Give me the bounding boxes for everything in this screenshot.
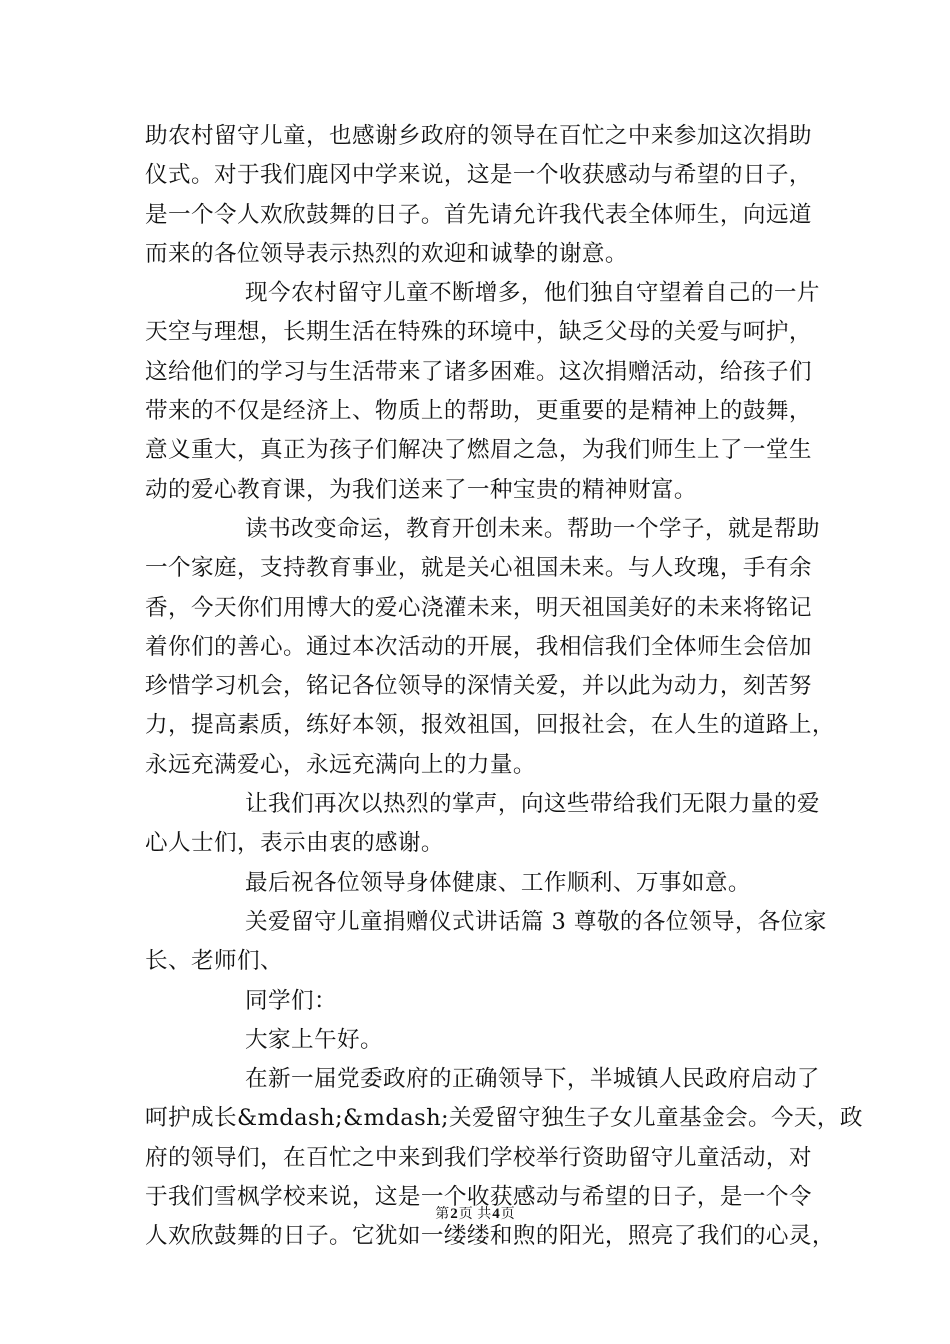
text-line: 大家上午好。 (245, 1026, 383, 1053)
text-line: 永远充满爱心，永远充满向上的力量。 (145, 751, 536, 778)
paragraph-7 (145, 982, 817, 1021)
text-line: 是一个令人欢欣鼓舞的日子。首先请允许我代表全体师生，向远道 (145, 201, 812, 228)
text-line: 长、老师们、 (145, 948, 283, 975)
text-line: 动的爱心教育课，为我们送来了一种宝贵的精神财富。 (145, 476, 697, 503)
text-line: 一个家庭，支持教育事业，就是关心祖国未来。与人玫瑰，手有余 (145, 555, 812, 582)
text-line: 呵护成长&mdash;&mdash;关爱留守独生子女儿童基金会。今天，政 (145, 1105, 863, 1132)
current-page-number: 2 (450, 1206, 458, 1222)
text-line: 让我们再次以热烈的掌声，向这些带给我们无限力量的爱 (245, 791, 820, 818)
paragraph-8 (145, 1021, 817, 1060)
text-line: 在新一届党委政府的正确领导下，半城镇人民政府启动了 (245, 1066, 820, 1093)
paragraph-1 (145, 117, 817, 274)
footer-suffix: 页 (500, 1206, 515, 1222)
text-line: 香，今天你们用博大的爱心浇灌未来，明天祖国美好的未来将铭记 (145, 594, 812, 621)
paragraph-4 (145, 785, 820, 864)
paragraph-6 (145, 903, 827, 982)
page-footer (0, 1203, 950, 1223)
text-line: 最后祝各位领导身体健康、工作顺利、万事如意。 (245, 869, 751, 896)
text-line: 这给他们的学习与生活带来了诸多困难。这次捐赠活动，给孩子们 (145, 358, 812, 385)
footer-prefix: 第 (435, 1206, 450, 1222)
text-line: 人欢欣鼓舞的日子。它犹如一缕缕和煦的阳光，照亮了我们的心灵， (145, 1223, 835, 1250)
text-line: 着你们的善心。通过本次活动的开展，我相信我们全体师生会倍加 (145, 633, 812, 660)
paragraph-3 (145, 510, 835, 785)
text-line: 心人士们，表示由衷的感谢。 (145, 830, 444, 857)
text-line: 于我们雪枫学校来说，这是一个收获感动与希望的日子，是一个令 (145, 1184, 812, 1211)
text-line: 仪式。对于我们鹿冈中学来说，这是一个收获感动与希望的日子， (145, 162, 812, 189)
text-line: 力，提高素质，练好本领，报效祖国，回报社会，在人生的道路上， (145, 712, 835, 739)
text-line: 同学们： (245, 987, 337, 1014)
paragraph-2 (145, 274, 820, 510)
text-line: 府的领导们，在百忙之中来到我们学校举行资助留守儿童活动，对 (145, 1144, 812, 1171)
text-line: 助农村留守儿童，也感谢乡政府的领导在百忙之中来参加这次捐助 (145, 123, 812, 149)
text-line: 带来的不仅是经济上、物质上的帮助，更重要的是精神上的鼓舞， (145, 398, 812, 425)
text-line: 珍惜学习机会，铭记各位领导的深情关爱，并以此为动力，刻苦努 (145, 673, 812, 700)
text-line: 而来的各位领导表示热烈的欢迎和诚挚的谢意。 (145, 240, 628, 267)
document-body (145, 117, 863, 1257)
total-pages-number: 4 (492, 1206, 500, 1222)
footer-middle: 页 共 (458, 1206, 492, 1222)
paragraph-9 (145, 1060, 863, 1256)
text-line: 关爱留守儿童捐赠仪式讲话篇 3 尊敬的各位领导，各位家 (245, 908, 827, 935)
text-line: 读书改变命运，教育开创未来。帮助一个学子，就是帮助 (245, 515, 820, 542)
text-line: 现今农村留守儿童不断增多，他们独自守望着自己的一片 (245, 280, 820, 307)
text-line: 意义重大，真正为孩子们解决了燃眉之急，为我们师生上了一堂生 (145, 437, 812, 464)
text-line: 天空与理想，长期生活在特殊的环境中，缺乏父母的关爱与呵护， (145, 319, 812, 346)
paragraph-5 (145, 864, 817, 903)
